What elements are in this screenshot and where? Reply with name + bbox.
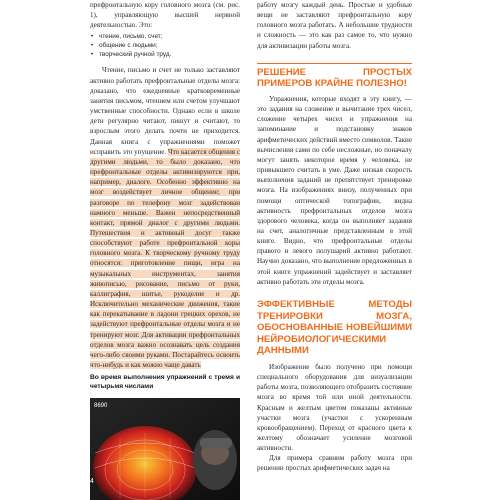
intro-paragraph: префронтальную кору головного мозга (см. рис. 1), управляющую высшей нервной деятельностью. Это: <box>90 1 240 30</box>
body-paragraph <box>90 65 240 370</box>
photo-caption: Во время выполнения упражнений с тремя и четырьмя числами <box>90 374 240 391</box>
activity-list <box>90 32 240 59</box>
brain-activity-image <box>90 398 240 500</box>
brain-photo <box>90 398 240 500</box>
list-item: • творческий ручной труд. <box>99 50 240 59</box>
list-item: • общение с людьми; <box>99 41 240 50</box>
right-column <box>257 0 412 474</box>
left-column <box>90 0 240 391</box>
section-heading: ЭФФЕКТИВНЫЕ МЕТОДЫ ТРЕНИРОВКИ МОЗГА, ОБОСНОВАННЫЕ НОВЕЙШИМИ НЕЙРОБИОЛОГИЧЕСКИМИ ДАННЫМИ <box>257 298 412 357</box>
list-item: • чтение, письмо, счет; <box>99 32 240 41</box>
section-paragraph: Упражнения, которые входят в эту книгу, — это задания на сложение и вычитание трех чисел, сложение четырех чисел и упражнения на запоминание и подстановку знаков арифметических действий вместо символов. Такие вычисления сами по себе несложные, но поначалу могут занять некоторое время у человека, не привыкшего считать в уме. Даже низкая скорость выполнения заданий не препятствует тренировке мозга. На изображениях внизу, полученных при помощи оптической топографии, видна активность префронтальных отделов мозга здорового человека, когда он выполняет задания на счет, аналогичные представленным в этой книге. Видно, что префронтальные отделы правого и левого полушарий активно работают. Научно доказано, что выполнение предложенных в этой книге упражнений задействует и заставляет активно работать эти отделы мозга. <box>257 94 412 286</box>
section-heading: РЕШЕНИЕ ПРОСТЫХ ПРИМЕРОВ КРАЙНЕ ПОЛЕЗНО! <box>257 66 412 90</box>
section-paragraph: Для примера сравним работу мозга при решении простых арифметических задач на <box>257 454 412 473</box>
continuation-paragraph: работу мозгу каждый день. Простые и удобные вещи не заставляют префронтальную кору головного мозга работать. А небольшие трудности и сложность — это как раз самое то, что нужно для активизации работы мозга. <box>257 1 412 50</box>
body-text: Чтение, письмо и счет не только заставляют активно работать префронтальные отделы мозга: доказано, что ежедневные кратковременные занятия письмом, чтением или счетом улучшают умственные способности. Однако если в школе дети регулярно читают, пишут и считают, то взрослым этого делать почти не приходится. Данная книга с упражнениями поможет исправить это упущение. <box>90 66 240 156</box>
section-paragraph: Изображение было получено при помощи специального оборудования для визуализации работы мозга, позволяющего отобразить состояние мозга во время той или иной деятельности. Красным и желтым цветом показаны активные участки мозга (участки с ускоренным кровообращением). Переход от красного цвета к желтому обозначает усиление мозговой активности. <box>257 362 412 453</box>
photo-label: 8690 <box>94 403 108 409</box>
page-number: 4 <box>90 478 94 485</box>
highlighted-text: Что касается общения с другими людьми, то было доказано, что префронтальные отделы активизируются при, например, диалоге. Особенно эффективно на мозг воздействует личное общение; при разговоре по телефону мозг задействован намного меньше. Важен непосредственный контакт, прямой диалог с другими людьми. Путешествия и активный досуг также способствуют работе префронтальной коры головного мозга. К творческому ручному труду относятся: приготовление пищи, игра на музыкальных инструментах, занятия живописью, рисование, письмо от руки, каллиграфия, шитье, рукоделие и др. Исключительно механические движения, такие как перекатывание в ладони грецких орехов, не задействуют префронтальные отделы мозга и не тренируют мозг. Для активации префронтальных отделов мозга важно осознавать цель создания чего-либо своими руками. Постарайтесь освоить что-нибудь и как можно чаще давать <box>90 147 241 369</box>
